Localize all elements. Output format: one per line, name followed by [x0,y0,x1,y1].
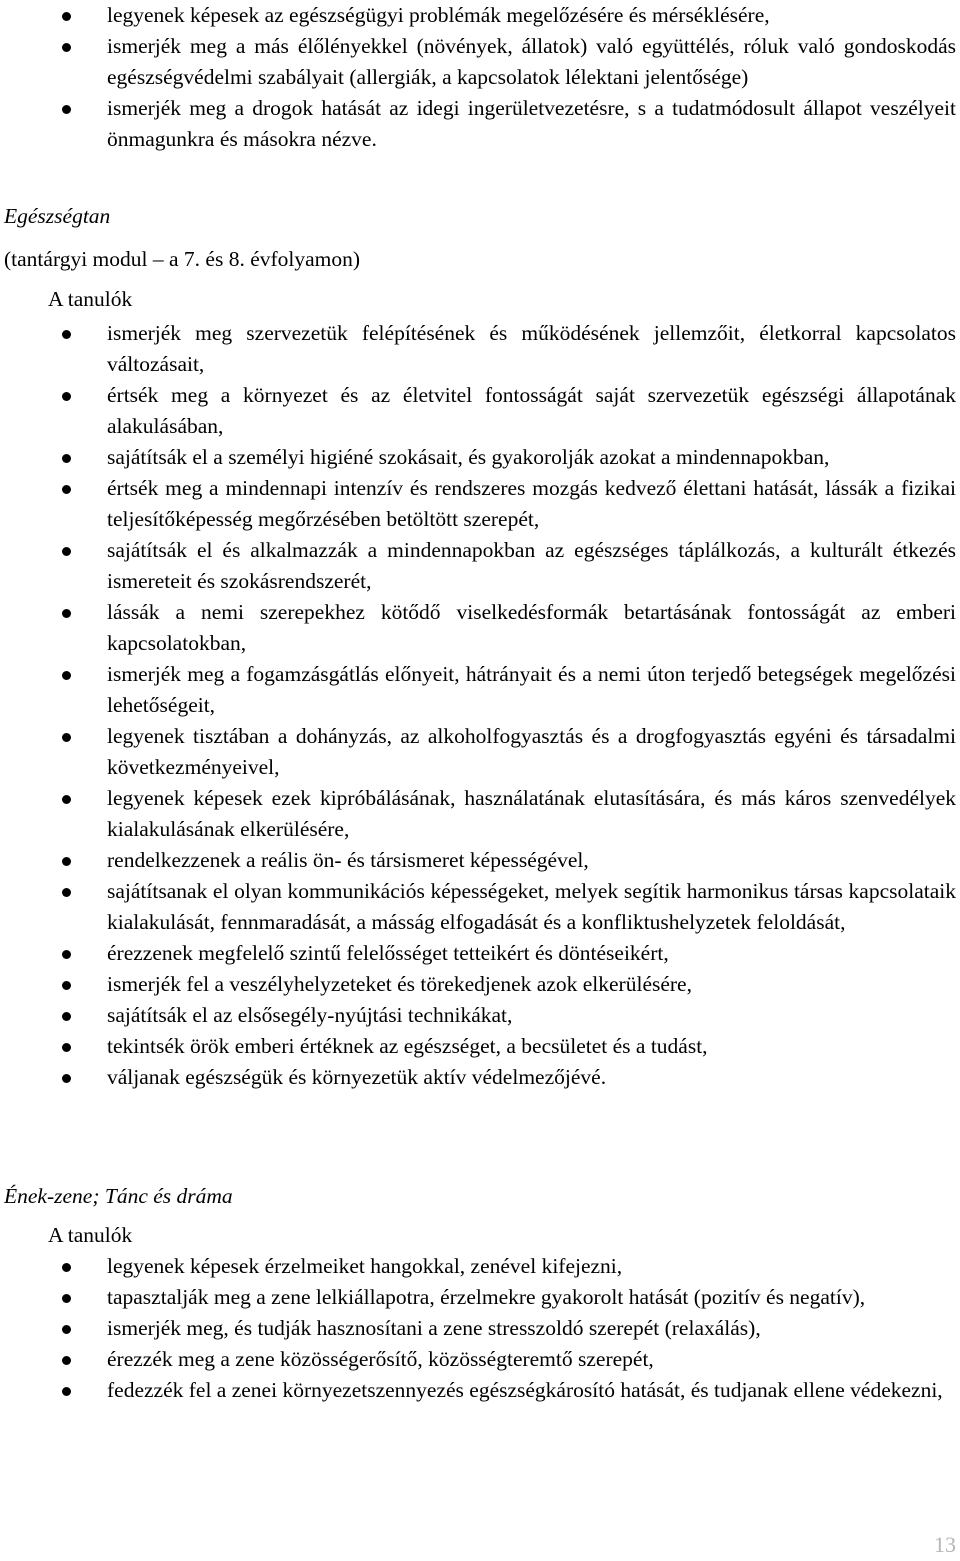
list-item-text: érezzék meg a zene közösségerősítő, közösségteremtő szerepét, [107,1347,654,1371]
bullet-icon [62,981,71,990]
bullet-list-intro [0,0,960,155]
bullet-icon [62,950,71,959]
bullet-icon [62,43,71,52]
section-subtitle: (tantárgyi modul – a 7. és 8. évfolyamon) [4,247,361,271]
bullet-icon [62,795,71,804]
list-item-text: sajátítsák el a személyi higiéné szokásait, és gyakorolják azokat a mindennapokban, [107,445,830,469]
list-item-text: sajátítsák el az elsősegély-nyújtási technikákat, [107,1003,513,1027]
list-item-text: ismerjék meg, és tudják hasznosítani a zene stresszoldó szerepét (relaxálás), [107,1316,761,1340]
list-item-text: értsék meg a környezet és az életvitel fontosságát saját szervezetük egészségi állapotának alakulásában, [107,383,956,438]
list-item [0,721,960,783]
bullet-list-egeszsegtan [0,318,960,1093]
bullet-icon [62,330,71,339]
bullet-icon [62,485,71,494]
bullet-icon [62,547,71,556]
list-item [0,938,960,969]
list-item [0,845,960,876]
list-item [0,380,960,442]
page-number: 13 [934,1532,956,1557]
bullet-icon [62,1387,71,1396]
list-item-text: érezzenek megfelelő szintű felelősséget tetteikért és döntéseikért, [107,941,669,965]
list-item [0,1282,960,1313]
list-item-text: értsék meg a mindennapi intenzív és rendszeres mozgás kedvező élettani hatását, lássák a fizikai teljesítőképesség megőrzésében betöltött szerepét, [107,476,956,531]
list-item [0,93,960,155]
list-item [0,1251,960,1282]
list-item [0,1062,960,1093]
list-item [0,0,960,31]
bullet-icon [62,888,71,897]
list-item-text: fedezzék fel a zenei környezetszennyezés egészségkárosító hatását, és tudjanak ellene védekezni, [107,1378,943,1402]
bullet-icon [62,1043,71,1052]
bullet-icon [62,857,71,866]
list-item-text: legyenek képesek az egészségügyi problémák megelőzésére és mérséklésére, [107,3,770,27]
bullet-icon [62,1012,71,1021]
section-lead-2: A tanulók [48,1223,133,1247]
list-item [0,1031,960,1062]
list-item-text: ismerjék meg szervezetük felépítésének és működésének jellemzőit, életkorral kapcsolatos változásait, [107,321,956,376]
list-item-text: legyenek képesek ezek kipróbálásának, használatának elutasítására, és más káros szenvedélyek kialakulásának elkerülésére, [107,786,956,841]
bullet-icon [62,733,71,742]
list-item-text: tekintsék örök emberi értéknek az egészséget, a becsületet és a tudást, [107,1034,708,1058]
section-title-enek-zene: Ének-zene; Tánc és dráma [4,1184,233,1208]
bullet-icon [62,454,71,463]
list-item-text: ismerjék meg a más élőlényekkel (növények, állatok) való együttélés, róluk való gondoskodás egészségvédelmi szabályait (allergiák, a kapcsolatok lélektani jelentősége) [107,34,956,89]
list-item [0,876,960,938]
list-item [0,1000,960,1031]
list-item-text: ismerjék fel a veszélyhelyzeteket és törekedjenek azok elkerülésére, [107,972,692,996]
list-item-text: rendelkezzenek a reális ön- és társismeret képességével, [107,848,589,872]
list-item-text: lássák a nemi szerepekhez kötődő viselkedésformák betartásának fontosságát az emberi kapcsolatokban, [107,600,956,655]
list-item [0,535,960,597]
list-item [0,597,960,659]
list-item-text: sajátítsanak el olyan kommunikációs képességeket, melyek segítik harmonikus társas kapcsolataik kialakulását, fennmaradását, a másság elfogadását és a konfliktushelyzetek feloldását, [107,879,956,934]
bullet-icon [62,671,71,680]
list-item [0,442,960,473]
list-item-text: legyenek tisztában a dohányzás, az alkoholfogyasztás és a drogfogyasztás egyéni és társadalmi következményeivel, [107,724,956,779]
list-item [0,659,960,721]
bullet-icon [62,392,71,401]
list-item [0,318,960,380]
bullet-icon [62,12,71,21]
bullet-list-enek-zene [0,1251,960,1406]
list-item-text: váljanak egészségük és környezetük aktív védelmezőjévé. [107,1065,607,1089]
list-item-text: tapasztalják meg a zene lelkiállapotra, érzelmekre gyakorolt hatását (pozitív és negatív), [107,1285,866,1309]
section-title-egeszsegtan: Egészségtan [4,204,111,228]
bullet-icon [62,1294,71,1303]
list-item [0,969,960,1000]
list-item-text: legyenek képesek érzelmeiket hangokkal, zenével kifejezni, [107,1254,623,1278]
list-item-text: ismerjék meg a fogamzásgátlás előnyeit, hátrányait és a nemi úton terjedő betegségek megelőzési lehetőségeit, [107,662,956,717]
list-item-text: ismerjék meg a drogok hatását az idegi ingerületvezetésre, s a tudatmódosult állapot veszélyeit önmagunkra és másokra nézve. [107,96,956,151]
section-lead: A tanulók [48,287,133,311]
list-item [0,1344,960,1375]
list-item-text: sajátítsák el és alkalmazzák a mindennapokban az egészséges táplálkozás, a kulturált étkezés ismereteit és szokásrendszerét, [107,538,956,593]
list-item [0,1375,960,1406]
list-item [0,1313,960,1344]
bullet-icon [62,1263,71,1272]
bullet-icon [62,609,71,618]
bullet-icon [62,105,71,114]
bullet-icon [62,1074,71,1083]
list-item [0,473,960,535]
bullet-icon [62,1356,71,1365]
list-item [0,783,960,845]
bullet-icon [62,1325,71,1334]
list-item [0,31,960,93]
